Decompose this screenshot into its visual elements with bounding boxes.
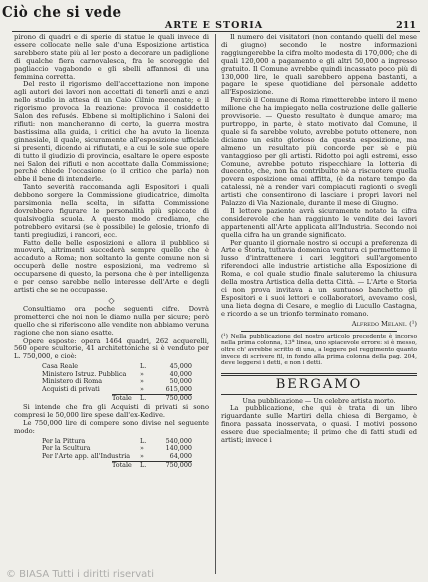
footnote: (¹) Nella pubblicazione del nostro articolo precedente è incorso nella prima colonna, 13ª linea, uno spiacevole errore: si è messo, oltre ch' avrebbe scritto di una, a leggere pel reggimento quanto invece di scrivere fil, in fondo alla prima colonna della pag. 204, deve leggersi i detti, e non i detti. (221, 333, 417, 367)
sales-ledger (42, 363, 192, 402)
masthead-fragment: Ciò che si vede (2, 3, 122, 21)
paragraph: Si intende che fra gli Acquisti di privati si sono compresi le 50,000 lire spese dall'ex-Kedive. (14, 403, 209, 420)
author-signature (221, 320, 417, 328)
ledger-currency: » (140, 385, 144, 394)
running-title: ARTE E STORIA (164, 20, 264, 31)
paragraph: Perciò il Comune di Roma rimetterebbe intero il meno milione che ha impiegato nella costruzione delle gallerie provvisorie. — Questo resultato è dunque amaro; ma purtroppo, in parte, è stato motivato dal Comune, il quale si fa sarebbe voluto, avrebbe potuto ottenere, non diciamo un esito glorioso da questa esposizione, ma almeno un resultato più concorde per sè e più vantaggioso per gli artisti. Ridotto poi agli estremi, esso Comune, avrebbe potuto rispecchiare la lotteria di duecento, che, non ha contribuito nè a riscuotere quella povera esposizione omai affitta, (è da notare tempo da catalessi, nè a render vari compiacuti ragionti o svegli artisti che consentirono di lasciare i propri lavori nel Palazzo di Via Nazionale, durante il mese di Giugno. (221, 96, 417, 208)
category-ledger (42, 438, 192, 469)
ledger-label: Per l'Arte app. all'Industria (42, 452, 131, 461)
paragraph: La pubblicazione, che qui è trata di un libro riguardante sulle Martiri della chiesa di Bergamo, è finora passata inosservata, o quasi. I motivi possono essere due specialmente; il primo che di fatti studi ed artisti; invece i (221, 404, 417, 444)
paragraph: Il lettore paziente avrà sicuramente notato la cifra considerevole che han raggiunto le vendite dei lavori appartenenti all'Arte applicata all'Industria. Secondo noi quella cifra ha un grande significato. (221, 206, 417, 239)
ledger-currency: » (140, 452, 144, 461)
ledger-label: Per la Scultura (42, 444, 91, 453)
paragraph: Opere esposte: opera 1464 quadri, 262 acquerelli, 560 opere scultorie, 41 architettoniche si è venduto per L. 750,000, e cioè: (14, 336, 209, 361)
ledger-amount: 40,000 (169, 369, 192, 378)
ledger-currency: » (140, 369, 144, 378)
left-column (14, 34, 209, 471)
header-rule (12, 31, 420, 32)
ledger-total-row (112, 461, 192, 470)
ledger-amount: 45,000 (169, 362, 192, 371)
paragraph: Consultiamo ora poche seguenti cifre. Dovrà prometterci che noi non le diamo nulla per sicure; però quello che si riferiscono alle vendite non abbiamo veruna ragione che non siano esatte. (14, 304, 209, 337)
paragraph: Fatto delle belle esposizioni e allora il pubblico si muoverà, altrimenti succederà sempre quello che è accaduto a Roma; non soltanto la gente comune non si occuperà delle nostre esposizioni, ma vedremo sì occuparsene di questo, la persona che è per intelligenza e per censo sarebbe nello interesse dell'Arte e degli artisti che se ne occupasse. (14, 238, 209, 294)
ledger-currency: » (140, 377, 144, 386)
ornament-separator: ◇ (108, 295, 115, 305)
paragraph: pirono di quadri e di sperie di statue le quali invece di essere collocate nelle sale d'una Esposizione artistica sarebbero state più al ler posto a decorare un padiglione di qualche fiera carnovalesca, fra le scoreggie del pagliaccio vagabondo e gli sbelli affannosi di una femmina corretta. (14, 33, 209, 81)
paragraph: Del resto il rigorismo dell'accettazione non impone agli autori dei lavori non accettati di tenerli anzi e anzi nello studio in attesa di un Caio Cilnio mecenate; e il rigorismo provoca la reazione: provoca il cosiddetto Salon des refusés. Ebbene si moltiplichino i Saloni dei rifiuti: non mancheranno di certo, la guerra mostra bastissima alla guida, i critici che ha avuto la licenza ginnasiale, il quale, sicuramente all'esposizione ufficiale si presenti, dicendo ai rifiutati, e a cui le sole sue opere di tutto il giudizio di provincia, esaltare le opere esposte nei Salon dei rifiuti e non accettate dalla Commissione; perché chiede l'occasione (o il critico che parla) non ebbe il bene di intenderle. (14, 80, 209, 184)
ledger-currency: » (140, 444, 144, 453)
page-number: 211 (396, 20, 416, 31)
ledger-currency: L. (140, 362, 147, 371)
section-title: BERGAMO (275, 377, 363, 393)
section-rule-bottom (221, 394, 417, 395)
ledger-amount: 64,000 (169, 452, 192, 461)
right-column (221, 34, 417, 445)
ledger-total-amount: 750,000 (165, 393, 192, 402)
ledger-label: Per la Pittura (42, 436, 86, 445)
ledger-amount: 140,000 (165, 444, 192, 453)
ledger-total-amount: 750,000 (165, 460, 192, 469)
ledger-total-label: Totale (112, 460, 132, 469)
paragraph: Le 750,000 lire di compere sono divise nel seguente modo: (14, 419, 209, 435)
watermark: © BIASA Tutti i diritti riservati (6, 569, 154, 580)
ledger-label: Casa Reale (42, 362, 79, 371)
ledger-amount: 540,000 (165, 436, 192, 445)
signature-name: Alfredo Melani. (351, 319, 407, 328)
paragraph: Tanto severità raccomanda agli Espositori i quali debbono sorgere la Commissione giudicatrice, dimolta parsimonia nella scelta, in sifatta Commissione dovrebbero figurare le personalità più spiccate di qualsivoglia scuola. A questo modo crediamo, che potrebbero evitarsi (se è possibile) le gelosie, trionfo di tanti pregiudizi, i rancori, ecc. (14, 183, 209, 239)
ledger-amount: 50,000 (169, 377, 192, 386)
ledger-currency: L. (140, 436, 147, 445)
footnote-marker: (¹) (409, 319, 417, 328)
ledger-total-label: Totale (112, 393, 132, 402)
ledger-total-currency: L. (140, 393, 147, 402)
ledger-row (42, 453, 192, 461)
column-divider (215, 34, 216, 574)
ledger-total-row (112, 394, 192, 403)
ledger-label: Ministero di Roma (42, 377, 103, 386)
section-rule-top (221, 373, 417, 376)
ledger-amount: 615,000 (165, 385, 192, 394)
ledger-label: Acquisti di privati (42, 385, 100, 394)
ledger-label: Ministero Istruz. Pubblica (42, 369, 127, 378)
ledger-total-currency: L. (140, 460, 147, 469)
footnote-rule (241, 331, 397, 332)
paragraph: Per quanto il giornale nostro si occupi a preferenza di Arte e Storia, tuttavia domenica ventura ci permettemo il lusso d'intrattenere i cari leggitori sull'argomento riferendoci alle industrie artistiche alla Esposizione di Roma, e col quale studio finale saluteremo la chiusura della mostra Artistica della detta Città. — L'Arte e Storia ci non prova invitava a un suntuoso banchetto gli Espositori e i suoi lettori e collaboratori, avevamo così, una lieta degna di Cesare, e meglio di Lucullo Castagna, e ricordo a se un trionfo terminato romano. (221, 238, 417, 318)
paragraph: Il numero dei visitatori (non contando quelli del mese di giugno) secondo le nostre informazioni raggiungerebbe la cifra molto modesta di 170,000; che di quali 120,000 a pagamento e gli altri 50,000 a ingresso gratuito. Il Comune avrebbe quindi incassato poco più di 130,000 lire, le quali sarebbero appena bastanti, a pagare le spese quotidiane del personale addetto all'Esposizione. (221, 33, 417, 97)
ledger-row (42, 386, 192, 394)
page-header (0, 0, 428, 31)
section-subtitle: Una pubblicazione — Un celebre artista morto. (242, 397, 396, 406)
